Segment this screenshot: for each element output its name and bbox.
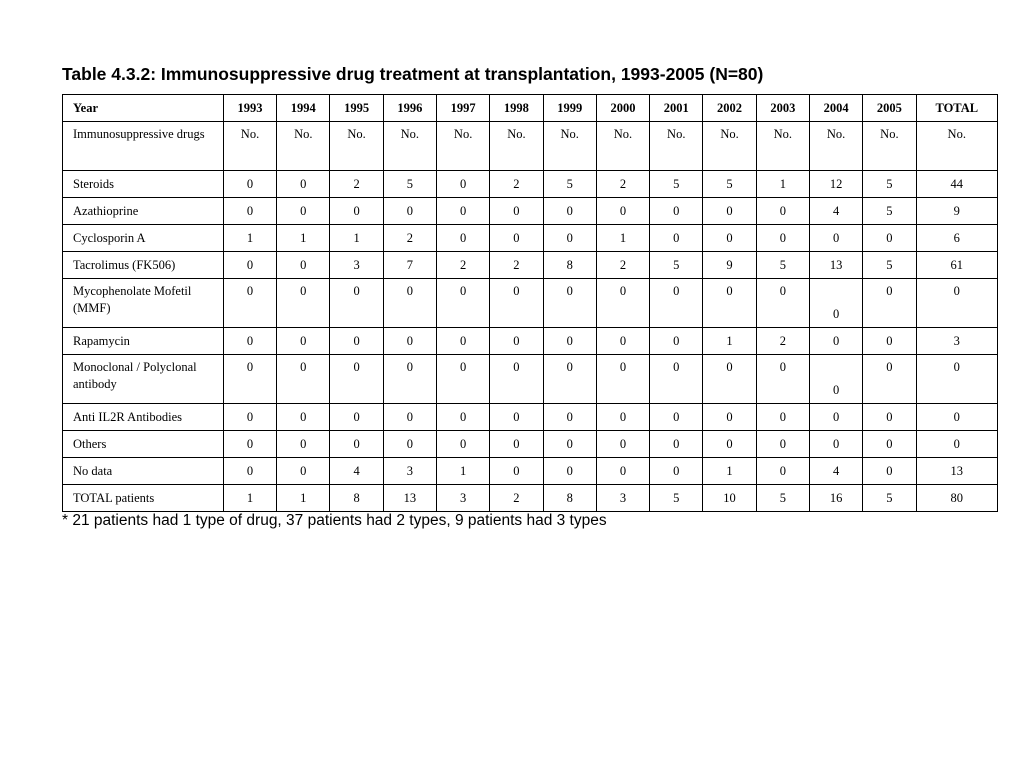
table-cell: 0: [650, 198, 703, 225]
table-cell: 0: [596, 404, 649, 431]
table-cell: 0: [490, 355, 543, 404]
table-cell: 1: [223, 485, 276, 512]
table-row: [63, 328, 998, 355]
table-cell: 0: [223, 458, 276, 485]
table-cell: 0: [543, 458, 596, 485]
row-label: Steroids: [63, 171, 224, 198]
table-cell: 44: [916, 171, 997, 198]
column-header: 2000: [596, 95, 649, 122]
table-cell: 2: [490, 252, 543, 279]
table-cell: 1: [277, 225, 330, 252]
table-row: [63, 485, 998, 512]
table-cell: 4: [809, 198, 862, 225]
table-cell: 0: [596, 431, 649, 458]
table-cell: 0: [490, 328, 543, 355]
table-cell: 5: [543, 171, 596, 198]
table-cell: 2: [330, 171, 383, 198]
table-cell: 0: [436, 198, 489, 225]
table-cell: 5: [863, 198, 916, 225]
table-cell: 0: [916, 404, 997, 431]
table-cell: 3: [383, 458, 436, 485]
table-cell: 0: [490, 279, 543, 328]
table-cell: 5: [650, 485, 703, 512]
table-row: [63, 458, 998, 485]
table-row: [63, 171, 998, 198]
column-header: 2005: [863, 95, 916, 122]
table-row: [63, 404, 998, 431]
table-cell: 1: [330, 225, 383, 252]
table-cell: No.: [277, 122, 330, 171]
table-cell: 0: [277, 252, 330, 279]
table-cell: 0: [650, 225, 703, 252]
row-label: Rapamycin: [63, 328, 224, 355]
table-cell: 0: [703, 355, 756, 404]
table-cell: 0: [436, 328, 489, 355]
table-cell: 12: [809, 171, 862, 198]
table-cell: 3: [436, 485, 489, 512]
table-cell: 0: [596, 355, 649, 404]
table-cell: 0: [436, 225, 489, 252]
table-cell: 5: [863, 171, 916, 198]
table-cell: 2: [490, 171, 543, 198]
table-cell: 0: [383, 404, 436, 431]
table-cell: 0: [330, 355, 383, 404]
table-cell: 3: [916, 328, 997, 355]
table-cell: 0: [650, 355, 703, 404]
table-cell: 0: [543, 431, 596, 458]
table-cell: 0: [436, 279, 489, 328]
column-header: 1999: [543, 95, 596, 122]
table-title: Table 4.3.2: Immunosuppressive drug treatment at transplantation, 1993-2005 (N=80): [62, 64, 764, 84]
table-cell: 0: [436, 355, 489, 404]
table-row: [63, 431, 998, 458]
table-cell: 0: [330, 198, 383, 225]
table-cell: 0: [543, 225, 596, 252]
table-cell: 61: [916, 252, 997, 279]
table-row: [63, 252, 998, 279]
table-cell: 0: [650, 328, 703, 355]
column-header: 2003: [756, 95, 809, 122]
table-cell: 0: [490, 431, 543, 458]
table-cell: 0: [703, 404, 756, 431]
table-cell: 9: [703, 252, 756, 279]
row-label: Mycophenolate Mofetil (MMF): [63, 279, 224, 328]
table-cell: 0: [277, 431, 330, 458]
table-cell: 8: [543, 252, 596, 279]
table-cell: 0: [383, 328, 436, 355]
table-cell: 0: [383, 279, 436, 328]
table-cell: 0: [277, 328, 330, 355]
table-cell: 0: [916, 279, 997, 328]
table-cell: 4: [330, 458, 383, 485]
table-cell: 1: [277, 485, 330, 512]
table-cell: No.: [490, 122, 543, 171]
table-cell: 0: [756, 431, 809, 458]
table-cell: 1: [703, 458, 756, 485]
table-cell: No.: [703, 122, 756, 171]
table-cell: 0: [277, 404, 330, 431]
table-cell: 0: [277, 198, 330, 225]
table-cell: 0: [703, 198, 756, 225]
table-cell: 0: [223, 279, 276, 328]
table-cell: No.: [809, 122, 862, 171]
column-header: TOTAL: [916, 95, 997, 122]
table-cell: 0: [809, 225, 862, 252]
table-cell: 0: [330, 431, 383, 458]
table-cell: 7: [383, 252, 436, 279]
table-cell: 8: [330, 485, 383, 512]
table-cell: 0: [223, 355, 276, 404]
table-cell: 0: [223, 198, 276, 225]
table-cell: 0: [277, 171, 330, 198]
table-cell: 0: [543, 328, 596, 355]
table-cell: 3: [596, 485, 649, 512]
table-cell: 0: [809, 355, 862, 404]
table-cell: 0: [756, 198, 809, 225]
table-cell: 0: [756, 355, 809, 404]
table-cell: 0: [223, 404, 276, 431]
table-cell: 0: [650, 431, 703, 458]
table-cell: 0: [223, 171, 276, 198]
row-label: Cyclosporin A: [63, 225, 224, 252]
table-row: [63, 279, 998, 328]
table-cell: 0: [383, 198, 436, 225]
table-cell: No.: [330, 122, 383, 171]
table-cell: 0: [490, 198, 543, 225]
table-cell: 5: [756, 485, 809, 512]
table-cell: No.: [596, 122, 649, 171]
table-cell: 0: [650, 279, 703, 328]
table-cell: 0: [223, 431, 276, 458]
table-cell: 0: [703, 279, 756, 328]
table-cell: 0: [596, 458, 649, 485]
table-cell: No.: [543, 122, 596, 171]
table-cell: 5: [650, 252, 703, 279]
table-cell: 0: [543, 279, 596, 328]
table-cell: No.: [223, 122, 276, 171]
table-cell: 0: [596, 328, 649, 355]
table-cell: No.: [756, 122, 809, 171]
table-cell: 0: [916, 431, 997, 458]
table-cell: 0: [756, 225, 809, 252]
table-cell: 0: [809, 328, 862, 355]
table-cell: 5: [703, 171, 756, 198]
column-header: 2002: [703, 95, 756, 122]
table-row: [63, 225, 998, 252]
table-cell: 2: [436, 252, 489, 279]
table-cell: 2: [596, 171, 649, 198]
table-cell: 3: [330, 252, 383, 279]
table-row: [63, 198, 998, 225]
table-cell: 0: [330, 279, 383, 328]
table-cell: 0: [383, 431, 436, 458]
table-cell: 0: [863, 328, 916, 355]
table-cell: 13: [383, 485, 436, 512]
table-cell: 6: [916, 225, 997, 252]
table-cell: 0: [916, 355, 997, 404]
table-cell: 0: [543, 355, 596, 404]
table-cell: 16: [809, 485, 862, 512]
table-cell: No.: [863, 122, 916, 171]
table-cell: 0: [436, 404, 489, 431]
row-label: Immunosuppressive drugs: [63, 122, 224, 171]
table-cell: 2: [756, 328, 809, 355]
drug-treatment-table: [62, 94, 998, 512]
column-header: 1993: [223, 95, 276, 122]
table-cell: 0: [863, 431, 916, 458]
table-cell: 0: [436, 431, 489, 458]
table-row: [63, 355, 998, 404]
table-cell: 1: [436, 458, 489, 485]
table-cell: 0: [756, 458, 809, 485]
table-cell: 0: [436, 171, 489, 198]
table-cell: 13: [916, 458, 997, 485]
table-cell: 9: [916, 198, 997, 225]
table-cell: 0: [863, 279, 916, 328]
column-header: 1994: [277, 95, 330, 122]
table-cell: 0: [596, 279, 649, 328]
table-cell: 0: [490, 225, 543, 252]
table-cell: 0: [490, 404, 543, 431]
table-cell: 0: [756, 279, 809, 328]
column-header: Year: [63, 95, 224, 122]
table-cell: No.: [383, 122, 436, 171]
table-cell: 0: [863, 355, 916, 404]
table-cell: 0: [863, 458, 916, 485]
table-cell: 0: [703, 225, 756, 252]
table-cell: 0: [330, 328, 383, 355]
footnote: * 21 patients had 1 type of drug, 37 patients had 2 types, 9 patients had 3 types: [62, 512, 607, 529]
table-cell: 5: [756, 252, 809, 279]
table-cell: 5: [383, 171, 436, 198]
table-cell: 2: [490, 485, 543, 512]
column-header: 1995: [330, 95, 383, 122]
table-cell: 0: [703, 431, 756, 458]
table-cell: 0: [223, 328, 276, 355]
table-cell: 1: [756, 171, 809, 198]
table-cell: 13: [809, 252, 862, 279]
table-cell: 0: [650, 458, 703, 485]
table-cell: 10: [703, 485, 756, 512]
table-cell: 0: [863, 404, 916, 431]
table-cell: 5: [863, 485, 916, 512]
table-cell: 0: [863, 225, 916, 252]
table-cell: 2: [383, 225, 436, 252]
column-header: 1998: [490, 95, 543, 122]
table-cell: 2: [596, 252, 649, 279]
table-cell: 1: [703, 328, 756, 355]
table-row: [63, 122, 998, 171]
row-label: Azathioprine: [63, 198, 224, 225]
row-label: Monoclonal / Polyclonal antibody: [63, 355, 224, 404]
table-cell: 4: [809, 458, 862, 485]
table-cell: 0: [277, 458, 330, 485]
table-cell: 80: [916, 485, 997, 512]
column-header: 1996: [383, 95, 436, 122]
table-cell: 0: [756, 404, 809, 431]
table-cell: 1: [596, 225, 649, 252]
table-cell: 0: [543, 198, 596, 225]
table-cell: 0: [277, 279, 330, 328]
column-header: 1997: [436, 95, 489, 122]
row-label: Tacrolimus (FK506): [63, 252, 224, 279]
table-cell: 8: [543, 485, 596, 512]
table-cell: No.: [436, 122, 489, 171]
table-cell: 0: [543, 404, 596, 431]
table-cell: 0: [809, 279, 862, 328]
table-cell: 5: [863, 252, 916, 279]
row-label: No data: [63, 458, 224, 485]
table-cell: No.: [650, 122, 703, 171]
table-cell: 0: [223, 252, 276, 279]
table-cell: 0: [596, 198, 649, 225]
column-header: 2004: [809, 95, 862, 122]
table-cell: 0: [383, 355, 436, 404]
table-cell: 1: [223, 225, 276, 252]
row-label: Others: [63, 431, 224, 458]
row-label: TOTAL patients: [63, 485, 224, 512]
table-cell: 0: [650, 404, 703, 431]
header-row: [63, 95, 998, 122]
table-cell: 0: [490, 458, 543, 485]
table-cell: No.: [916, 122, 997, 171]
table-cell: 0: [330, 404, 383, 431]
column-header: 2001: [650, 95, 703, 122]
table-cell: 0: [809, 431, 862, 458]
table-cell: 5: [650, 171, 703, 198]
table-cell: 0: [809, 404, 862, 431]
table-cell: 0: [277, 355, 330, 404]
row-label: Anti IL2R Antibodies: [63, 404, 224, 431]
